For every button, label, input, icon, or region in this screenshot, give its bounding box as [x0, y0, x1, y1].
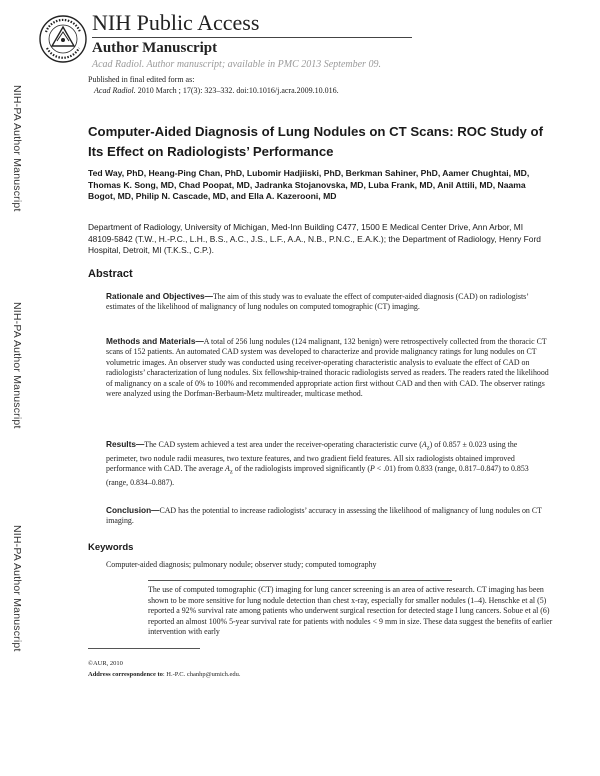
side-label-top: NIH-PA Author Manuscript — [11, 85, 23, 212]
results-text-a: The CAD system achieved a test area under the receiver-operating characteristic curve ( — [144, 440, 422, 449]
footnote-divider — [88, 648, 200, 649]
author-manuscript-subtitle: Author Manuscript — [92, 40, 218, 56]
rationale-label: Rationale and Objectives— — [106, 291, 213, 301]
availability-text: Author manuscript; available in PMC 2013 September 09. — [144, 59, 381, 70]
abstract-results — [106, 439, 550, 489]
body-paragraph: The use of computed tomographic (CT) imaging for lung cancer screening is an area of active research. CT imaging has been shown to be more sensitive for lung nodule detection than chest x-ray, especially for smaller nodules (1–4). Henschke et al (5) reported a 92% survival rate among patients who underwent surgical resection for detected stage I lung cancers. Sobue et al (6) reported an almost 100% 5-year survival rate for patients with nodules < 9 mm in size. These data suggest the benefits of earlier intervention with early — [148, 585, 553, 636]
availability-note — [92, 59, 381, 70]
abstract-methods — [106, 336, 550, 399]
affiliation: Department of Radiology, University of Michigan, Med-Inn Building C477, 1500 E Medical Center Drive, Ann Arbor, MI 48109-5842 (T.W., H.-P.C., L.H., B.S., A.C., J.S., L.F., A.A., N.B., P.N.C., E.A.K.); the Department of Radiology, Henry Ford Hospital, Detroit, MI (T.K.S., C.P.). — [88, 222, 541, 255]
results-text-c: of the radiologists improved significantly ( — [232, 464, 370, 474]
published-in-note: Published in final edited form as: — [88, 75, 195, 84]
side-label-middle: NIH-PA Author Manuscript — [11, 302, 23, 429]
keywords-heading: Keywords — [88, 542, 134, 553]
body-divider — [148, 580, 452, 581]
results-label: Results— — [106, 439, 145, 449]
methods-text: A total of 256 lung nodules (124 malignant, 132 benign) were retrospectively collected from the thoracic CT scans of 152 patients. An automated CAD system was developed to characterize and provide malignancy ratings for lung nodules on CT volumetric images. An observer study was conducted using receiver-operating characteristic analysis to evaluate the effect of CAD on radiologists’ characterization of lung nodules. Six fellowship-trained thoracic radiologists served as readers. The readers rated the likelihood of malignancy on a scale of 0% to 100% and recommended appropriate action first without CAD and then with CAD. The observer ratings were analyzed using the Dorfman-Berbaum-Metz multireader, multicase method. — [106, 337, 549, 399]
citation-line — [94, 86, 339, 95]
p-value-symbol: P — [369, 464, 375, 474]
results-text-b: ) of 0.857 ± 0.023 using the perimeter, two nodule radii measures, two texture features, and two gradient field features. All six radiologists obtained improved performance with CAD. The average — [106, 440, 518, 474]
paper-title: Computer-Aided Diagnosis of Lung Nodules on CT Scans: ROC Study of Its Effect on Radiologists’ Performance — [88, 124, 543, 159]
az-subscript: z — [426, 444, 430, 452]
side-label-bottom: NIH-PA Author Manuscript — [11, 525, 23, 652]
methods-label: Methods and Materials— — [106, 336, 204, 346]
conclusion-text: CAD has the potential to increase radiologists’ accuracy in assessing the likelihood of malignancy of lung nodules on CT imaging. — [106, 506, 542, 526]
conclusion-label: Conclusion— — [106, 505, 160, 515]
header-divider — [92, 37, 412, 38]
correspondence-note — [88, 671, 241, 678]
nih-public-access-title: NIH Public Access — [92, 10, 260, 35]
az-symbol-2: A — [225, 464, 230, 474]
results-text-d: < .01) from 0.833 (range, 0.817–0.847) to 0.853 (range, 0.834–0.887). — [106, 464, 529, 488]
abstract-conclusion — [106, 505, 550, 527]
availability-journal: Acad Radiol. — [92, 59, 145, 70]
nih-seal-logo — [38, 14, 88, 64]
citation-journal: Acad Radiol. — [94, 86, 136, 95]
copyright-note: ©AUR, 2010 — [88, 660, 123, 667]
rationale-text: The aim of this study was to evaluate the effect of computer-aided diagnosis (CAD) on radiologists’ estimates of the likelihood of malignancy of lung nodules on computed tomographic (CT) imaging. — [106, 292, 529, 312]
abstract-rationale — [106, 291, 550, 313]
correspondence-text: : H.-P.C. chanhp@umich.edu. — [162, 671, 241, 678]
az-subscript-2: z — [229, 468, 233, 476]
keywords-list: Computer-aided diagnosis; pulmonary nodule; observer study; computed tomography — [106, 560, 377, 569]
author-list: Ted Way, PhD, Heang-Ping Chan, PhD, Lubomir Hadjiiski, PhD, Berkman Sahiner, PhD, Aamer Chughtai, MD, Thomas K. Song, MD, Chad Poopat, MD, Jadranka Stojanovska, MD, Luba Frank, MD, Anil Attili, MD, Naama Bogot, MD, Philip N. Cascade, MD, and Ella A. Kazerooni, MD — [88, 168, 530, 201]
az-symbol: A — [421, 440, 427, 449]
citation-details: 2010 March ; 17(3): 323–332. doi:10.1016/j.acra.2009.10.016. — [135, 86, 339, 95]
correspondence-label: Address correspondence to — [88, 671, 163, 678]
abstract-heading: Abstract — [88, 268, 133, 280]
